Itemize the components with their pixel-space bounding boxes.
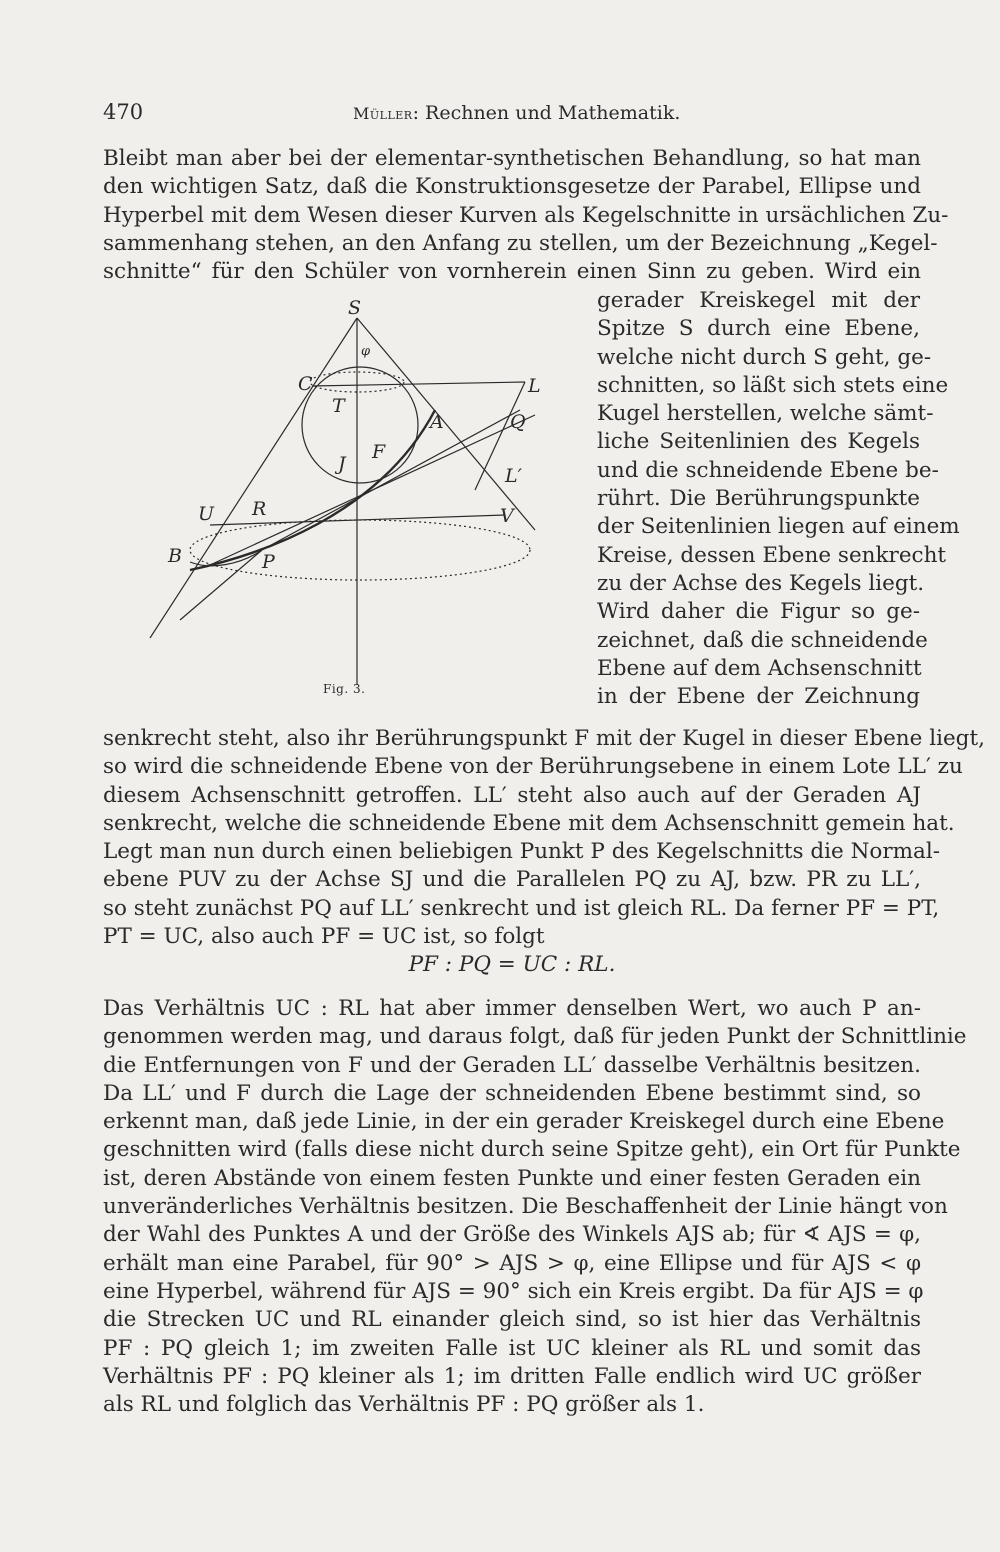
paragraph-intro xyxy=(103,145,949,286)
label-R: R xyxy=(252,498,267,520)
text-line: ist, deren Abstände von einem festen Punkte und einer festen Geraden ein xyxy=(103,1165,921,1191)
paragraph-derivation xyxy=(103,725,985,980)
section-curve xyxy=(190,410,435,570)
label-J: J xyxy=(338,453,346,475)
text-line: rührt. Die Berührungspunkte xyxy=(597,486,920,512)
text-line: unveränderliches Verhältnis besitzen. Die Beschaffenheit der Linie hängt von xyxy=(103,1194,948,1220)
cone-left-side xyxy=(150,318,357,638)
label-Lprime: L′ xyxy=(505,465,522,487)
text-line: Wird daher die Figur so ge- xyxy=(597,599,920,625)
page-number: 470 xyxy=(103,100,144,124)
text-line: gerader Kreiskegel mit der xyxy=(597,288,920,313)
text-line: Hyperbel mit dem Wesen dieser Kurven als Kegelschnitte in ursächlichen Zu- xyxy=(103,202,949,228)
label-F: F xyxy=(372,441,386,463)
text-line: senkrecht steht, also ihr Berührungspunkt F mit der Kugel in dieser Ebene liegt, xyxy=(103,726,985,751)
text-line: erkennt man, daß jede Linie, in der ein gerader Kreiskegel durch eine Ebene xyxy=(103,1109,945,1135)
text-line: diesem Achsenschnitt getroffen. LL′ steht also auch auf der Geraden AJ xyxy=(103,782,921,808)
text-line: PF : PQ gleich 1; im zweiten Falle ist UC kleiner als RL und somit das xyxy=(103,1335,921,1361)
text-line: PT = UC, also auch PF = UC ist, so folgt xyxy=(103,924,545,950)
text-line: den wichtigen Satz, daß die Konstruktionsgesetze der Parabel, Ellipse und xyxy=(103,174,921,200)
text-line: geschnitten wird (falls diese nicht durch seine Spitze geht), ein Ort für Punkte xyxy=(103,1137,961,1163)
text-line: so steht zunächst PQ auf LL′ senkrecht und ist gleich RL. Da ferner PF = PT, xyxy=(103,895,940,921)
cone-right-side xyxy=(357,318,535,530)
label-Q: Q xyxy=(510,411,526,433)
figure-caption: Fig. 3. xyxy=(323,682,366,696)
running-head xyxy=(353,102,680,124)
label-L: L xyxy=(528,375,541,397)
label-C: C xyxy=(298,373,313,395)
text-line: so wird die schneidende Ebene von der Berührungsebene in einem Lote LL′ zu xyxy=(103,754,963,780)
label-B: B xyxy=(168,545,182,567)
text-line: Da LL′ und F durch die Lage der schneidenden Ebene bestimmt sind, so xyxy=(103,1080,921,1106)
label-T: T xyxy=(332,395,345,417)
text-line: Spitze S durch eine Ebene, xyxy=(597,316,920,342)
base-circle xyxy=(190,520,530,580)
text-line: die Strecken UC und RL einander gleich sind, so ist hier das Verhältnis xyxy=(103,1307,921,1333)
text-line: senkrecht, welche die schneidende Ebene mit dem Achsenschnitt gemein hat. xyxy=(103,810,955,836)
cone-section-figure xyxy=(150,297,590,700)
text-line: schnitte“ für den Schüler von vornherein einen Sinn zu geben. Wird ein xyxy=(103,259,921,285)
text-line: der Seitenlinien liegen auf einem xyxy=(597,514,960,540)
text-line: ebene PUV zu der Achse SJ und die Parallelen PQ zu AJ, bzw. PR zu LL′, xyxy=(103,867,921,893)
text-line: als RL und folglich das Verhältnis PF : PQ größer als 1. xyxy=(103,1392,705,1418)
label-U: U xyxy=(198,503,215,525)
page-header xyxy=(103,100,921,130)
text-line: erhält man eine Parabel, für 90° > AJS > φ, eine Ellipse und für AJS < φ xyxy=(103,1250,921,1276)
paragraph-conclusion xyxy=(103,995,967,1419)
label-V: V xyxy=(500,505,514,527)
text-line: der Wahl des Punktes A und der Größe des Winkels AJS ab; für ∢ AJS = φ, xyxy=(103,1222,921,1248)
wrapped-text-column xyxy=(597,287,960,711)
label-P: P xyxy=(262,551,275,573)
text-line: Legt man nun durch einen beliebigen Punkt P des Kegelschnitts die Normal- xyxy=(103,839,940,865)
text-line: welche nicht durch S geht, ge- xyxy=(597,344,932,370)
text-line: Das Verhältnis UC : RL hat aber immer denselben Wert, wo auch P an- xyxy=(103,996,921,1021)
label-phi: φ xyxy=(361,344,371,359)
text-line: und die schneidende Ebene be- xyxy=(597,457,939,483)
text-line: sammenhang stehen, an den Anfang zu stellen, um der Bezeichnung „Kegel- xyxy=(103,230,938,256)
line-CL xyxy=(312,382,525,386)
label-S: S xyxy=(348,297,362,319)
line-PQ xyxy=(262,410,520,550)
text-line: Kugel herstellen, welche sämt- xyxy=(597,401,934,427)
text-line: zu der Achse des Kegels liegt. xyxy=(597,570,925,596)
text-line: genommen werden mag, und daraus folgt, daß für jeden Punkt der Schnittlinie xyxy=(103,1024,967,1050)
text-line: liche Seitenlinien des Kegels xyxy=(597,429,920,455)
formula: PF : PQ = UC : RL. xyxy=(408,952,616,978)
book-title: : Rechnen und Mathematik. xyxy=(412,102,681,124)
text-line: zeichnet, daß die schneidende xyxy=(597,627,928,653)
text-line: eine Hyperbel, während für AJS = 90° sich ein Kreis ergibt. Da für AJS = φ xyxy=(103,1278,924,1304)
author-name: Müller xyxy=(353,104,413,123)
text-line: in der Ebene der Zeichnung xyxy=(597,684,920,710)
text-line: Verhältnis PF : PQ kleiner als 1; im dritten Falle endlich wird UC größer xyxy=(103,1363,921,1389)
text-line: Kreise, dessen Ebene senkrecht xyxy=(597,542,947,568)
text-line: Ebene auf dem Achsenschnitt xyxy=(597,655,922,681)
text-line: schnitten, so läßt sich stets eine xyxy=(597,372,949,398)
text-line: Bleibt man aber bei der elementar-synthetischen Behandlung, so hat man xyxy=(103,146,921,171)
label-A: A xyxy=(430,411,444,433)
text-line: die Entfernungen von F und der Geraden LL′ dasselbe Verhältnis besitzen. xyxy=(103,1052,921,1078)
